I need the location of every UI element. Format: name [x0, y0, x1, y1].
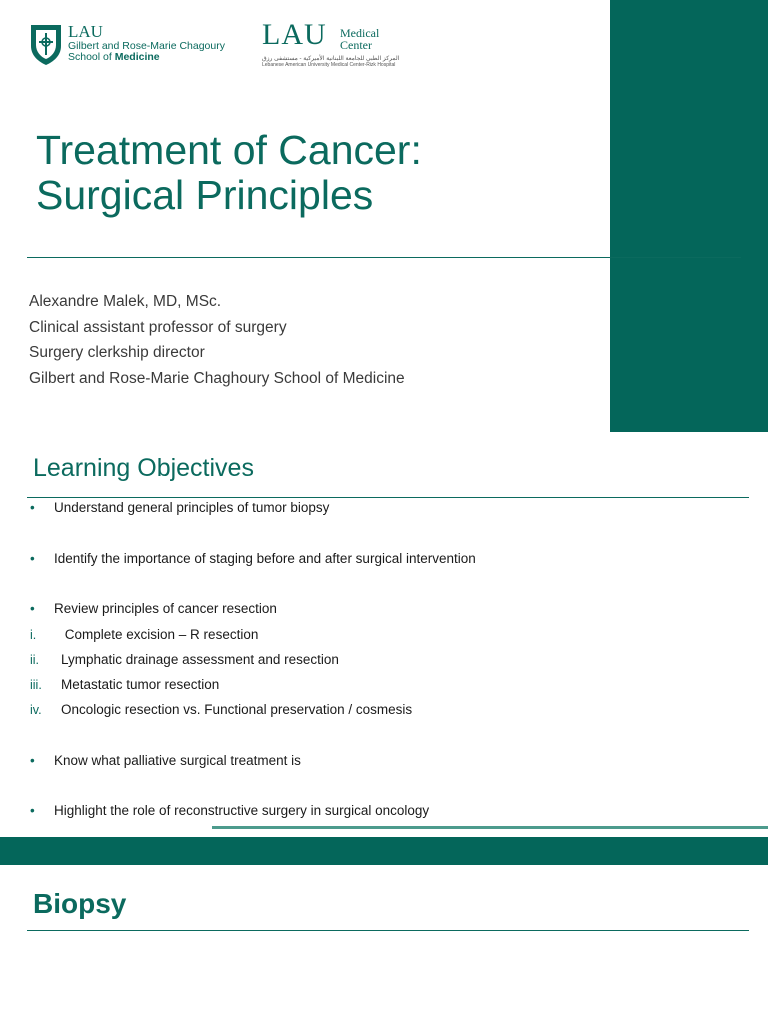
objectives-divider	[27, 497, 749, 498]
objective-item: • Highlight the role of reconstructive surgery in surgical oncology	[30, 803, 430, 818]
author-role: Clinical assistant professor of surgery	[29, 318, 287, 336]
author-school: Gilbert and Rose-Marie Chaghoury School of Medicine	[29, 369, 405, 387]
school-logo-abbr: LAU	[68, 22, 103, 41]
lau-crest-icon	[27, 22, 65, 66]
decorative-green-block	[610, 0, 768, 432]
title-divider	[27, 257, 741, 258]
objective-item: • Know what palliative surgical treatment is	[30, 753, 301, 768]
school-logo-line1: Gilbert and Rose-Marie Chagoury	[68, 40, 225, 52]
medical-center-english-caption: Lebanese American University Medical Center-Rizk Hospital	[262, 62, 396, 68]
accent-line	[212, 826, 768, 829]
objective-item: • Understand general principles of tumor biopsy	[30, 500, 330, 515]
school-logo-line2: School of Medicine	[68, 51, 160, 63]
author-name: Alexandre Malek, MD, MSc.	[29, 293, 222, 310]
medical-center-arabic-caption: المركز الطبي للجامعة اللبنانية الأميركية - مستشفى رزق	[262, 56, 400, 62]
medical-center-logo-name: Medical Center	[340, 26, 380, 52]
objective-subitem: i. Complete excision – R resection	[30, 627, 259, 642]
author-block	[29, 289, 405, 391]
slide-separator-band	[0, 837, 768, 865]
author-role: Surgery clerkship director	[29, 344, 205, 361]
objective-item: • Review principles of cancer resection	[30, 601, 277, 616]
learning-objectives-heading: Learning Objectives	[33, 454, 254, 482]
objective-item: • Identify the importance of staging before and after surgical intervention	[30, 551, 476, 566]
slide-title: Treatment of Cancer: Surgical Principles	[36, 127, 422, 218]
biopsy-divider	[27, 930, 749, 931]
medical-center-logo-abbr: LAU	[262, 18, 327, 51]
biopsy-heading: Biopsy	[33, 888, 127, 919]
objective-subitem: ii. Lymphatic drainage assessment and resection	[30, 652, 339, 667]
objective-subitem: iv. Oncologic resection vs. Functional preservation / cosmesis	[30, 702, 413, 717]
objective-subitem: iii. Metastatic tumor resection	[30, 677, 220, 692]
